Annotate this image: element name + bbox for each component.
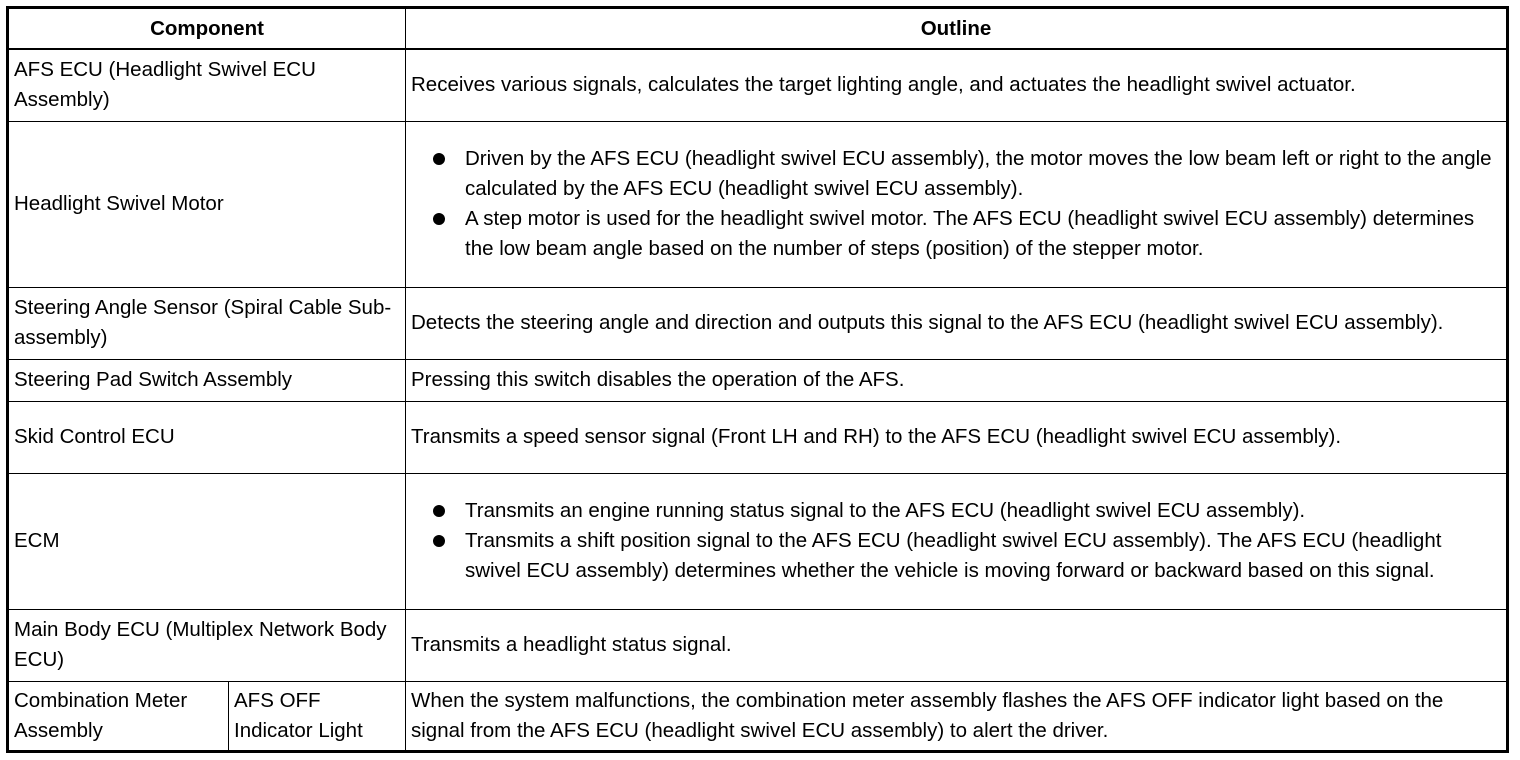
bullet-list xyxy=(411,144,1501,264)
table-row xyxy=(8,359,1508,401)
table-row xyxy=(8,401,1508,473)
outline-cell: Transmits a headlight status signal. xyxy=(406,609,1508,681)
subcomponent-cell: AFS OFF Indicator Light xyxy=(229,681,406,751)
bullet-list xyxy=(411,496,1501,586)
outline-cell xyxy=(406,121,1508,287)
table-row xyxy=(8,121,1508,287)
outline-cell: Pressing this switch disables the operation of the AFS. xyxy=(406,359,1508,401)
component-outline-table xyxy=(6,6,1509,753)
component-cell: ECM xyxy=(8,473,406,609)
outline-cell: Receives various signals, calculates the target lighting angle, and actuates the headlight swivel actuator. xyxy=(406,49,1508,121)
component-cell: Steering Angle Sensor (Spiral Cable Sub-assembly) xyxy=(8,287,406,359)
outline-cell xyxy=(406,473,1508,609)
header-outline: Outline xyxy=(406,8,1508,50)
table-row xyxy=(8,49,1508,121)
table-row xyxy=(8,287,1508,359)
table-row xyxy=(8,473,1508,609)
component-cell: Steering Pad Switch Assembly xyxy=(8,359,406,401)
component-cell: Main Body ECU (Multiplex Network Body ECU) xyxy=(8,609,406,681)
header-component: Component xyxy=(8,8,406,50)
component-cell: Headlight Swivel Motor xyxy=(8,121,406,287)
bullet-item: Transmits an engine running status signal to the AFS ECU (headlight swivel ECU assembly). xyxy=(411,496,1501,526)
bullet-item: Driven by the AFS ECU (headlight swivel ECU assembly), the motor moves the low beam left or right to the angle calculated by the AFS ECU (headlight swivel ECU assembly). xyxy=(411,144,1501,204)
component-cell: Combination Meter Assembly xyxy=(8,681,229,751)
table-row xyxy=(8,681,1508,751)
bullet-item: A step motor is used for the headlight swivel motor. The AFS ECU (headlight swivel ECU assembly) determines the low beam angle based on the number of steps (position) of the stepper motor. xyxy=(411,204,1501,264)
outline-cell: Detects the steering angle and direction and outputs this signal to the AFS ECU (headlight swivel ECU assembly). xyxy=(406,287,1508,359)
table-row xyxy=(8,609,1508,681)
component-cell: AFS ECU (Headlight Swivel ECU Assembly) xyxy=(8,49,406,121)
component-cell: Skid Control ECU xyxy=(8,401,406,473)
outline-cell: Transmits a speed sensor signal (Front LH and RH) to the AFS ECU (headlight swivel ECU assembly). xyxy=(406,401,1508,473)
bullet-item: Transmits a shift position signal to the AFS ECU (headlight swivel ECU assembly). The AFS ECU (headlight swivel ECU assembly) determines whether the vehicle is moving forward or backward based on this signal. xyxy=(411,526,1501,586)
outline-cell: When the system malfunctions, the combination meter assembly flashes the AFS OFF indicator light based on the signal from the AFS ECU (headlight swivel ECU assembly) to alert the driver. xyxy=(406,681,1508,751)
table-header-row xyxy=(8,8,1508,50)
